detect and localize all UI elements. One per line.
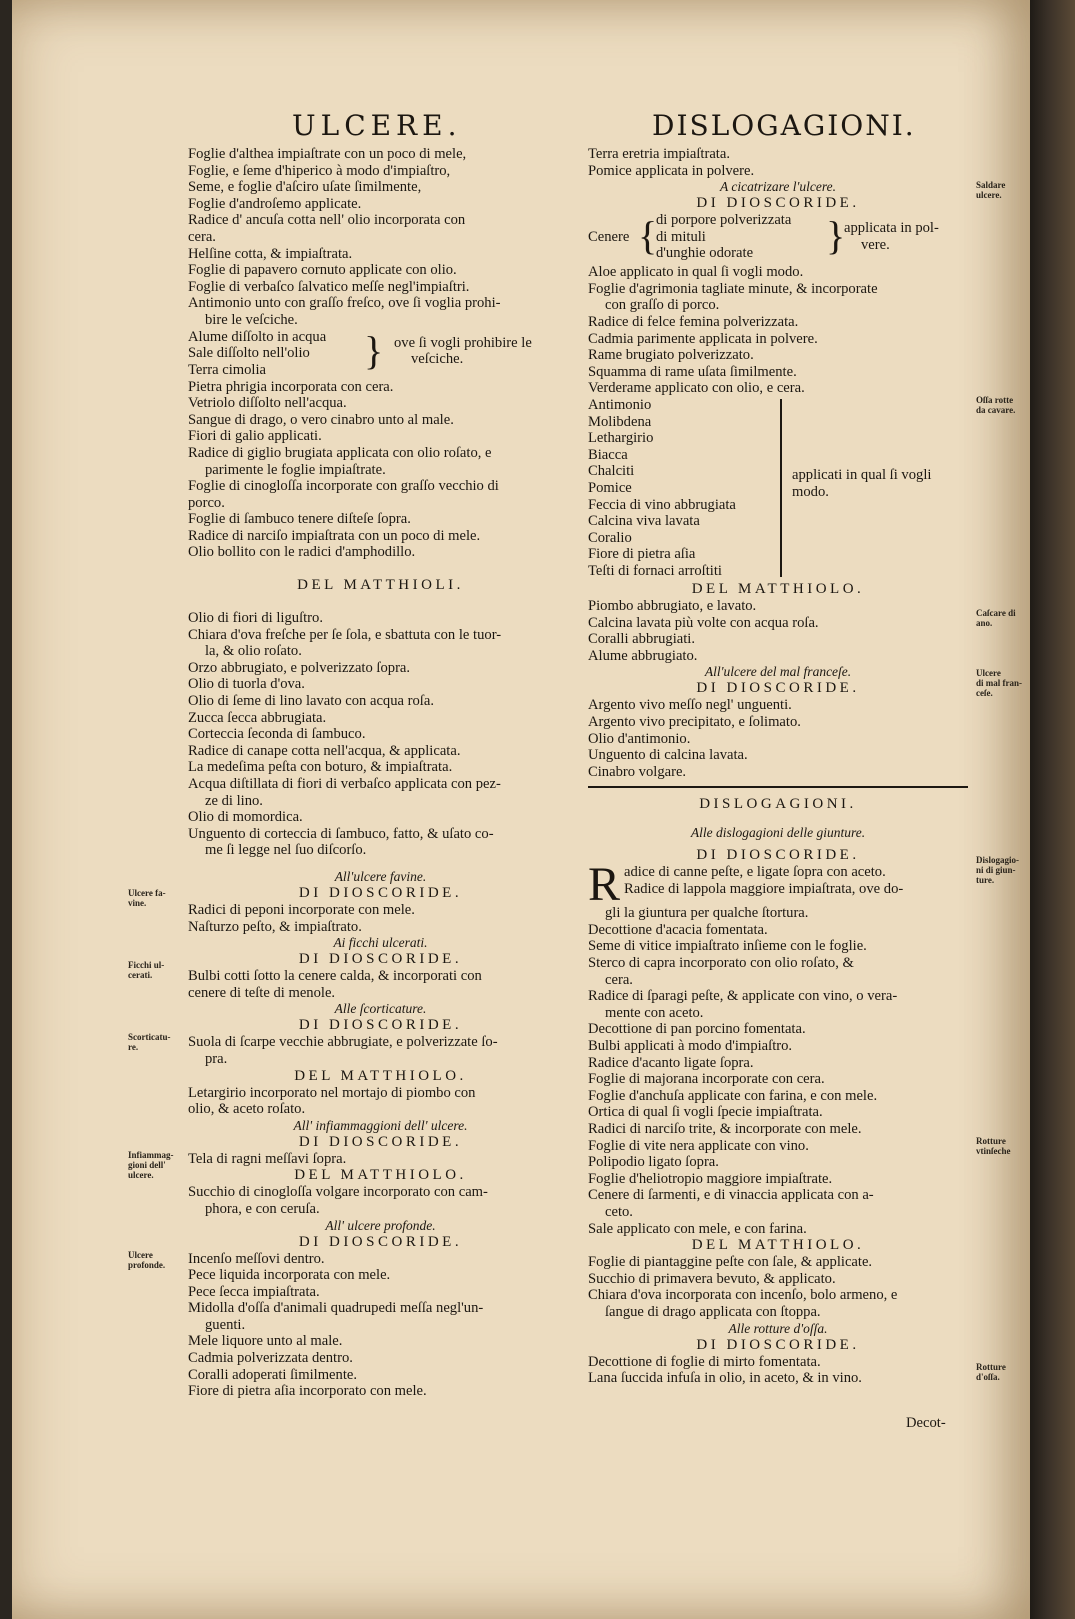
text-line: Olio d'antimonio. <box>588 730 691 747</box>
section-rule <box>588 786 968 788</box>
text-line: parimente le foglie impiaſtrate. <box>205 461 386 478</box>
text-line: Chalciti <box>588 463 635 480</box>
text-line: Squamma di rame uſata ſimilmente. <box>588 363 797 380</box>
margin-note-line: Saldare <box>976 180 1006 190</box>
margin-note-line: d'oſſa. <box>976 1372 1000 1382</box>
text-line: Radice d' ancuſa cotta nell' olio incorporata con <box>188 212 466 229</box>
header-right: DISLOGAGIONI. <box>652 109 916 142</box>
text-line: Foglie d'agrimonia tagliate minute, & incorporate <box>588 280 878 297</box>
margin-note-line: ulcere. <box>128 1170 154 1180</box>
lines-franc <box>588 697 968 780</box>
margin-note-line: di mal fran- <box>976 678 1022 688</box>
subheading-infiam: All' infiammaggioni dell' ulcere. <box>293 1117 468 1133</box>
left-lines-a <box>188 146 573 329</box>
text-line: Foglie di majorana incorporate con cera. <box>588 1071 825 1088</box>
left-sections <box>188 869 573 1400</box>
subheading-ficchi: Ai ficchi ulcerati. <box>333 935 428 951</box>
text-line: Foglie di papavero cornuto applicate con olio. <box>188 262 457 279</box>
text-line: Chiara d'ova incorporata con incenſo, bolo armeno, e <box>588 1287 898 1304</box>
section-del-matthioli: DEL MATTHIOLI. <box>297 577 464 594</box>
text-line: Foglie di cinogloſſa incorporate con graſſo vecchio di <box>188 478 499 495</box>
text-line: Foglie di vite nera applicate con vino. <box>588 1137 809 1154</box>
text-line: Sangue di drago, o vero cinabro unto al male. <box>188 411 454 428</box>
text-line: Argento vivo precipitato, e ſolimato. <box>588 713 801 730</box>
text-line: Verderame applicato con olio, e cera. <box>588 380 805 397</box>
margin-note <box>128 1250 165 1270</box>
text-line: Coralli adoperati ſimilmente. <box>188 1366 357 1383</box>
text-line: Unguento di corteccia di ſambuco, fatto, & uſato co- <box>188 825 494 842</box>
text-line: Antimonio unto con graſſo freſco, ove ſi voglia prohi- <box>188 295 501 312</box>
text-line: Foglie d'heliotropio maggiore impiaſtrate. <box>588 1170 833 1187</box>
brace-group-2 <box>588 212 968 264</box>
brace-mark <box>772 399 782 577</box>
text-line: Olio di fiori di liguſtro. <box>188 610 323 627</box>
section-heading-favine: DI DIOSCORIDE. <box>298 884 463 901</box>
text-line: Foglie d'anchuſa applicate con farina, e con mele. <box>588 1087 878 1104</box>
text-line: olio, & aceto roſato. <box>188 1101 306 1118</box>
text-line: Acqua diſtillata di fiori di verbaſco applicata con pez- <box>188 776 501 792</box>
margin-note-line: Rotture <box>976 1136 1006 1146</box>
margin-note-line: profonde. <box>128 1260 166 1270</box>
text-line: Cenere di ſarmenti, e di vinaccia applicata con a- <box>588 1187 874 1204</box>
margin-note-line: ceſe. <box>976 688 993 698</box>
lines-profonde <box>188 1251 573 1400</box>
text-line: Fiore di pietra aſia <box>588 546 696 563</box>
text-line: Sterco di capra incorporato con olio roſato, & <box>588 955 854 972</box>
text-line: Pece liquida incorporata con mele. <box>188 1267 391 1284</box>
text-line: Lethargirio <box>588 430 654 447</box>
right-lines-c <box>588 598 968 664</box>
text-line: me ſi legge nel ſuo diſcorſo. <box>205 842 367 859</box>
text-line: Foglie di ſambuco tenere diſteſe ſopra. <box>188 511 411 528</box>
text-line: applicata in pol- <box>844 220 939 237</box>
text-line: Incenſo meſſovi dentro. <box>188 1250 325 1267</box>
right-lines-a <box>588 146 968 179</box>
text-line: Chiara d'ova freſche per ſe ſola, e sbattuta con le tuor- <box>188 626 502 643</box>
margin-note-line: Ficchi ul- <box>128 960 165 970</box>
subheading-profonde: All' ulcere profonde. <box>325 1217 436 1233</box>
text-line: la, & olio roſato. <box>205 643 302 660</box>
text-line: Biacca <box>588 446 628 463</box>
text-line: mente con aceto. <box>605 1004 704 1021</box>
text-line: applicati in qual ſi vogli <box>792 466 932 483</box>
subheading-scort: Alle ſcorticature. <box>334 1001 427 1017</box>
text-line: Pomice <box>588 479 632 496</box>
text-line: phora, e con ceruſa. <box>205 1200 320 1217</box>
text-line: di porpore polverizzata <box>656 212 792 229</box>
text-line: Letargirio incorporato nel mortajo di piombo con <box>188 1084 476 1101</box>
text-line: Molibdena <box>588 413 652 430</box>
text-line: bire le veſciche. <box>205 311 298 328</box>
text-line: Radici di peponi incorporate con mele. <box>188 901 415 918</box>
text-line: Polipodio ligato ſopra. <box>588 1154 719 1171</box>
text-line: Radice di giglio brugiata applicata con olio roſato, e <box>188 444 492 461</box>
text-line: d'unghie odorate <box>656 245 754 262</box>
text-line: Unguento di calcina lavata. <box>588 747 748 764</box>
text-line: gli la giuntura per qualche ſtortura. <box>605 905 809 922</box>
text-line: Fiore di pietra aſia incorporato con mele. <box>188 1383 427 1400</box>
margin-note-line: ni di giun- <box>976 865 1016 875</box>
text-line: Calcina lavata più volte con acqua roſa. <box>588 614 819 631</box>
text-line: Feccia di vino abbrugiata <box>588 496 736 513</box>
lines-ficchi <box>188 968 573 1001</box>
text-line: ceto. <box>605 1203 633 1220</box>
text-line: Alume abbrugiato. <box>588 647 698 664</box>
text-line: Radice di lappola maggiore impiaſtrata, ove do- <box>624 880 904 897</box>
right-lines-b <box>588 264 968 397</box>
text-line: Fiori di galio applicati. <box>188 428 322 445</box>
margin-note <box>976 1362 1006 1382</box>
lines-infiam <box>188 1151 573 1168</box>
brace1-label <box>394 335 532 368</box>
dropcap-lines <box>588 864 968 897</box>
section-heading-infiam: DI DIOSCORIDE. <box>298 1133 463 1150</box>
section-heading-infiam_m: DEL MATTHIOLO. <box>294 1167 467 1184</box>
text-line: Olio di tuorla d'ova. <box>188 676 305 693</box>
text-line: Piombo abbrugiato, e lavato. <box>588 597 757 614</box>
lines-scort_m <box>188 1085 573 1118</box>
text-line: Foglie di piantaggine peſte con ſale, & applicate. <box>588 1254 873 1271</box>
text-line: guenti. <box>205 1316 246 1333</box>
text-line: Teſti di fornaci arroſtiti <box>588 562 722 579</box>
text-line: Cadmia parimente applicata in polvere. <box>588 330 818 347</box>
margin-note-line: gioni dell' <box>128 1160 166 1170</box>
text-line: ze di lino. <box>205 792 263 809</box>
section-dioscoride: DI DIOSCORIDE. <box>696 847 860 864</box>
margin-note <box>976 855 1019 885</box>
margin-note <box>976 180 1005 200</box>
section-heading-profonde: DI DIOSCORIDE. <box>298 1233 463 1250</box>
brace2-items <box>656 212 791 262</box>
margin-note <box>128 960 164 980</box>
text-line: Terra cimolia <box>188 361 266 378</box>
brace3-label <box>792 467 931 500</box>
text-line: cera. <box>188 228 216 245</box>
text-line: ſangue di drago applicata con ſtoppa. <box>605 1303 821 1320</box>
text-line: Radice d'acanto ligate ſopra. <box>588 1054 754 1071</box>
sub-cicatrizare: A cicatrizare l'ulcere. <box>720 179 836 195</box>
text-line: pra. <box>205 1050 228 1067</box>
lines-favine <box>188 902 573 935</box>
text-line: Zucca ſecca abbrugiata. <box>188 709 327 726</box>
subheading-franc: All'ulcere del mal franceſe. <box>704 664 852 680</box>
text-line: vere. <box>861 236 890 253</box>
margin-note <box>128 888 166 908</box>
text-line: Ortica di qual ſi vogli ſpecie impiaſtrata. <box>588 1104 823 1121</box>
margin-note-line: vine. <box>128 898 147 908</box>
text-line: Seme, e foglie d'aſciro uſate ſimilmente, <box>188 179 422 196</box>
text-line: Orzo abbrugiato, e polverizzato ſopra. <box>188 659 411 676</box>
margin-note-line: ulcere. <box>976 190 1002 200</box>
text-line: Cinabro volgare. <box>588 763 687 780</box>
text-line: Aloe applicato in qual ſi vogli modo. <box>588 264 804 281</box>
text-line: Succhio di primavera bevuto, & applicato. <box>588 1270 836 1287</box>
section-dioscoride: DI DIOSCORIDE. <box>696 195 860 212</box>
margin-note <box>976 668 1022 698</box>
text-line: Antimonio <box>588 396 652 413</box>
text-line: Radice di narciſo impiaſtrata con un poco di mele. <box>188 527 481 544</box>
text-line: Radici di narciſo trite, & incorporate con mele. <box>588 1121 862 1137</box>
text-line: Decottione d'acacia fomentata. <box>588 921 768 938</box>
text-line: cera. <box>605 971 633 988</box>
text-line: Foglie d'androſemo applicate. <box>188 195 362 212</box>
margin-note-line: ture. <box>976 875 995 885</box>
text-line: con graſſo di porco. <box>605 297 720 314</box>
section-mal-francese <box>588 664 968 780</box>
text-line: Decottione di pan porcino fomentata. <box>588 1021 806 1038</box>
text-line: Seme di vitice impiaſtrato inſieme con le foglie. <box>588 938 867 955</box>
brace2-label <box>844 220 939 253</box>
margin-note-line: Ulcere <box>128 1250 153 1260</box>
text-line: Cadmia polverizzata dentro. <box>188 1350 353 1367</box>
text-line: Foglie, e ſeme d'hiperico à modo d'impiaſtro, <box>188 162 451 179</box>
text-line: Tela di ragni meſſavi ſopra. <box>188 1150 347 1167</box>
margin-note-line: cerati. <box>128 970 153 980</box>
brace-group-3 <box>588 397 968 581</box>
right-column <box>588 146 968 1387</box>
text-line: Pomice applicata in polvere. <box>588 162 755 179</box>
brace1-items <box>188 329 326 379</box>
text-line: ove ſi vogli prohibire le <box>394 334 532 351</box>
text-line: Alume diſſolto in acqua <box>188 328 327 345</box>
margin-note-line: Caſcare di <box>976 608 1016 618</box>
left-column <box>188 146 573 1400</box>
text-line: Radice di ſparagi peſte, & applicate con vino, o vera- <box>588 988 898 1005</box>
section-heading-franc: DI DIOSCORIDE. <box>696 680 860 697</box>
text-line: Succhio di cinogloſſa volgare incorporato con cam- <box>188 1184 488 1201</box>
text-line: Decottione di foglie di mirto fomentata. <box>588 1353 821 1370</box>
margin-note-line: Dislogagio- <box>976 855 1020 865</box>
section-heading-ficchi: DI DIOSCORIDE. <box>298 951 463 968</box>
text-line: Naſturzo peſto, & impiaſtrato. <box>188 918 362 935</box>
left-lines-b <box>188 379 573 562</box>
text-line: Bulbi cotti ſotto la cenere calda, & incorporati con <box>188 968 482 985</box>
text-line: La medeſima peſta con boturo, & impiaſtrata. <box>188 759 453 776</box>
text-line: porco. <box>188 494 225 511</box>
text-line: Suola di ſcarpe vecchie abbrugiate, e polverizzate ſo- <box>188 1034 498 1051</box>
section-dislogagioni: DISLOGAGIONI. <box>699 796 857 813</box>
matthiolo-lines <box>588 1254 968 1320</box>
text-line: Corteccia ſeconda di ſambuco. <box>188 726 366 743</box>
text-line: Helſine cotta, & impiaſtrata. <box>188 245 353 262</box>
text-line: Mele liquore unto al male. <box>188 1333 343 1350</box>
margin-note <box>976 1136 1011 1156</box>
text-line: Vetriolo diſſolto nell'acqua. <box>188 395 347 412</box>
sub-giunture: Alle dislogagioni delle giunture. <box>690 825 866 841</box>
text-line: cenere di teſte di menole. <box>188 984 336 1001</box>
lines-infiam_m <box>188 1184 573 1217</box>
text-line: Coralio <box>588 529 632 546</box>
text-line: Pietra phrigia incorporata con cera. <box>188 378 394 395</box>
text-line: Olio di ſeme di lino lavato con acqua roſa. <box>188 693 434 710</box>
header-left: ULCERE. <box>292 109 462 142</box>
lines-scort <box>188 1034 573 1067</box>
section-dioscoride: DI DIOSCORIDE. <box>696 1336 860 1353</box>
left-lines-c <box>188 610 573 859</box>
text-line: Foglie di verbaſco ſalvatico meſſe negl'impiaſtri. <box>188 278 470 295</box>
catchword: Decot- <box>906 1415 946 1431</box>
text-line: modo. <box>792 483 829 500</box>
text-line: Radice di felce femina polverizzata. <box>588 313 799 330</box>
facing-page-edge <box>1030 0 1075 1619</box>
margin-note-line: vtinſeche <box>976 1146 1011 1156</box>
margin-note-line: Ulcere <box>976 668 1001 678</box>
text-line: Pece ſecca impiaſtrata. <box>188 1283 320 1300</box>
brace-group-1 <box>188 329 573 379</box>
margin-note-line: Rotture <box>976 1362 1006 1372</box>
text-line: Midolla d'oſſa d'animali quadrupedi meſſa negl'un- <box>188 1300 484 1317</box>
text-line: Olio bollito con le radici d'amphodillo. <box>188 544 416 561</box>
section-del-matthiolo: DEL MATTHIOLO. <box>691 1237 865 1254</box>
text-line: Olio di momordica. <box>188 809 303 826</box>
section-heading-scort_m: DEL MATTHIOLO. <box>294 1067 467 1084</box>
drop-capital: R <box>588 858 621 912</box>
margin-note <box>976 608 1016 628</box>
dislogagioni-lines <box>588 905 968 1237</box>
text-line: Coralli abbrugiati. <box>588 631 695 648</box>
text-line: Bulbi applicati à modo d'impiaſtro. <box>588 1038 793 1055</box>
text-line: adice di canne peſte, e ligate ſopra con aceto. <box>624 864 886 881</box>
brace-mark: } <box>826 213 846 259</box>
text-line: Rame brugiato polverizzato. <box>588 347 754 364</box>
section-heading-scort: DI DIOSCORIDE. <box>298 1017 463 1034</box>
margin-note-line: re. <box>128 1042 139 1052</box>
text-line: Radice di canape cotta nell'acqua, & applicata. <box>188 742 461 759</box>
text-line: Sale applicato con mele, e con farina. <box>588 1220 807 1237</box>
rotture-lines <box>588 1354 968 1387</box>
margin-note <box>128 1150 174 1180</box>
subheading-favine: All'ulcere favine. <box>334 868 427 884</box>
brace-mark: { <box>638 213 658 259</box>
text-line: Lana ſuccida infuſa in olio, in aceto, & in vino. <box>588 1370 862 1387</box>
text-line: veſciche. <box>411 351 464 368</box>
text-line: Terra eretria impiaſtrata. <box>588 146 730 162</box>
margin-note <box>128 1032 171 1052</box>
margin-note-line: Infiammag- <box>128 1150 174 1160</box>
text-line: Calcina viva lavata <box>588 513 700 530</box>
brace2-lead: Cenere <box>588 229 630 246</box>
margin-note-line: da cavare. <box>976 405 1016 415</box>
margin-note-line: Ulcere fa- <box>128 888 166 898</box>
brace-mark: } <box>364 327 384 373</box>
dropcap-paragraph <box>588 858 968 912</box>
text-line: Foglie d'althea impiaſtrate con un poco di mele, <box>188 146 467 162</box>
margin-note-line: ano. <box>976 618 993 628</box>
section-del-matthiolo: DEL MATTHIOLO. <box>691 580 865 597</box>
margin-note-line: Scorticatu- <box>128 1032 171 1042</box>
margin-note-line: Oſſa rotte <box>976 395 1014 405</box>
text-line: di mituli <box>656 228 706 245</box>
margin-note <box>976 395 1015 415</box>
text-line: Sale diſſolto nell'olio <box>188 345 310 362</box>
brace3-items <box>588 397 736 580</box>
text-line: Argento vivo meſſo negl' unguenti. <box>588 697 792 714</box>
sub-rotture: Alle rotture d'oſſa. <box>728 1320 828 1336</box>
